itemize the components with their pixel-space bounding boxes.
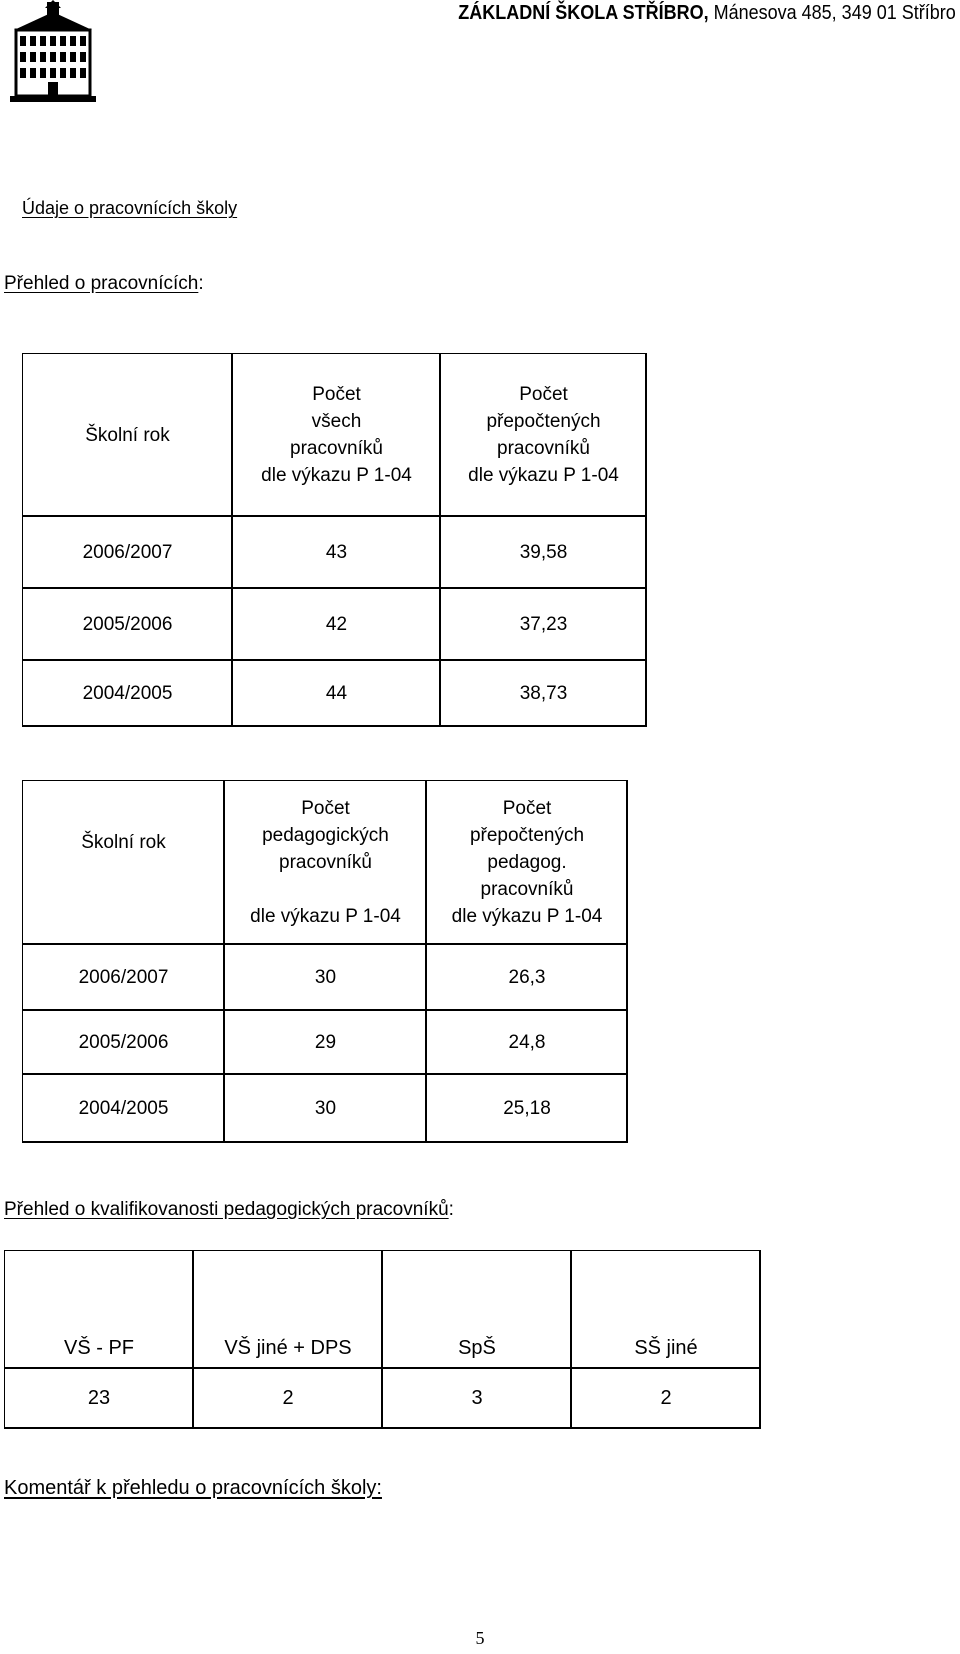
table-row	[23, 661, 647, 727]
table-row	[23, 517, 647, 589]
overview-heading	[4, 273, 204, 295]
table-header-row	[23, 781, 628, 945]
header-line: Počet	[502, 798, 552, 819]
page-number: 5	[475, 1628, 485, 1648]
header-cell-recalculated-staff	[441, 354, 647, 517]
header-line: pedagog.	[487, 852, 567, 873]
cell-school-year: 2006/2007	[23, 945, 225, 1011]
section-title	[22, 198, 237, 219]
pedagogical-staff-table	[22, 780, 628, 1143]
header-line: Počet	[301, 798, 350, 819]
header-line: pracovníků	[497, 438, 590, 459]
header-spacer	[225, 876, 426, 903]
table-header-row	[23, 354, 647, 517]
cell-vs-other-dps-count: 2	[194, 1369, 383, 1429]
header-cell-ss-other: SŠ jiné	[572, 1251, 761, 1369]
header-line: pracovníků	[480, 879, 574, 900]
table-row	[23, 945, 628, 1011]
header-cell-vs-pf: VŠ - PF	[5, 1251, 194, 1369]
header-cell-vs-other-dps: VŠ jiné + DPS	[194, 1251, 383, 1369]
header-line: dle výkazu P 1-04	[261, 465, 412, 486]
staff-overview-table	[22, 353, 647, 727]
qualification-heading-text: Přehled o kvalifikovanosti pedagogických pracovníků	[4, 1199, 449, 1220]
header-cell-recalculated-pedagogical	[427, 781, 628, 945]
header-line: dle výkazu P 1-04	[451, 906, 603, 927]
cell-staff-count: 42	[233, 589, 441, 661]
header-cell-school-year	[23, 354, 233, 517]
qualification-heading-colon: :	[448, 1199, 454, 1220]
cell-school-year: 2005/2006	[23, 1011, 225, 1075]
cell-recalculated: 37,23	[441, 589, 647, 661]
header-line: dle výkazu P 1-04	[468, 465, 619, 486]
cell-staff-count: 43	[233, 517, 441, 589]
cell-sps-count: 3	[383, 1369, 572, 1429]
cell-recalculated: 38,73	[441, 661, 647, 727]
cell-pedagogical-count: 30	[225, 945, 427, 1011]
cell-staff-count: 44	[233, 661, 441, 727]
cell-ss-other-count: 2	[572, 1369, 761, 1429]
header-line: přepočtených	[469, 825, 585, 846]
table-row	[5, 1369, 761, 1429]
comment-heading-text: Komentář k přehledu o pracovnících školy:	[4, 1477, 382, 1499]
cell-school-year: 2006/2007	[23, 517, 233, 589]
table-row	[23, 1075, 628, 1143]
table-row	[23, 1011, 628, 1075]
header-cell-pedagogical-count	[225, 781, 427, 945]
qualification-table	[4, 1250, 761, 1429]
cell-recalculated: 39,58	[441, 517, 647, 589]
cell-recalculated: 26,3	[427, 945, 628, 1011]
cell-pedagogical-count: 29	[225, 1011, 427, 1075]
cell-vs-pf-count: 23	[5, 1369, 194, 1429]
table-row	[23, 589, 647, 661]
school-address: Mánesova 485, 349 01 Stříbro	[708, 2, 956, 24]
cell-school-year: 2005/2006	[23, 589, 233, 661]
school-name: ZÁKLADNÍ ŠKOLA STŘÍBRO,	[458, 2, 709, 24]
header-cell-school-year	[23, 781, 225, 945]
header-line: pracovníků	[290, 438, 383, 459]
cell-school-year: 2004/2005	[23, 1075, 225, 1143]
overview-heading-text: Přehled o pracovnících	[4, 273, 199, 294]
header-cell-staff-count	[233, 354, 441, 517]
table-header-row	[5, 1251, 761, 1369]
header-line: dle výkazu P 1-04	[250, 906, 401, 927]
header-line: přepočtených	[486, 411, 601, 432]
header-line: Školní rok	[85, 424, 170, 446]
qualification-heading	[4, 1199, 454, 1221]
comment-heading	[4, 1477, 382, 1500]
school-building-logo	[10, 0, 96, 106]
cell-recalculated: 25,18	[427, 1075, 628, 1143]
header-line: všech	[311, 411, 362, 432]
cell-school-year: 2004/2005	[23, 661, 233, 727]
header-cell-sps: SpŠ	[383, 1251, 572, 1369]
header-line: Počet	[519, 384, 568, 405]
header-line: pracovníků	[279, 852, 372, 873]
cell-recalculated: 24,8	[427, 1011, 628, 1075]
cell-pedagogical-count: 30	[225, 1075, 427, 1143]
section-title-text: Údaje o pracovnících školy	[22, 198, 238, 218]
header-line: Počet	[312, 384, 361, 405]
school-header	[459, 2, 956, 25]
header-line: Školní rok	[81, 832, 166, 853]
header-line: pedagogických	[262, 825, 389, 846]
overview-heading-colon: :	[198, 273, 204, 294]
